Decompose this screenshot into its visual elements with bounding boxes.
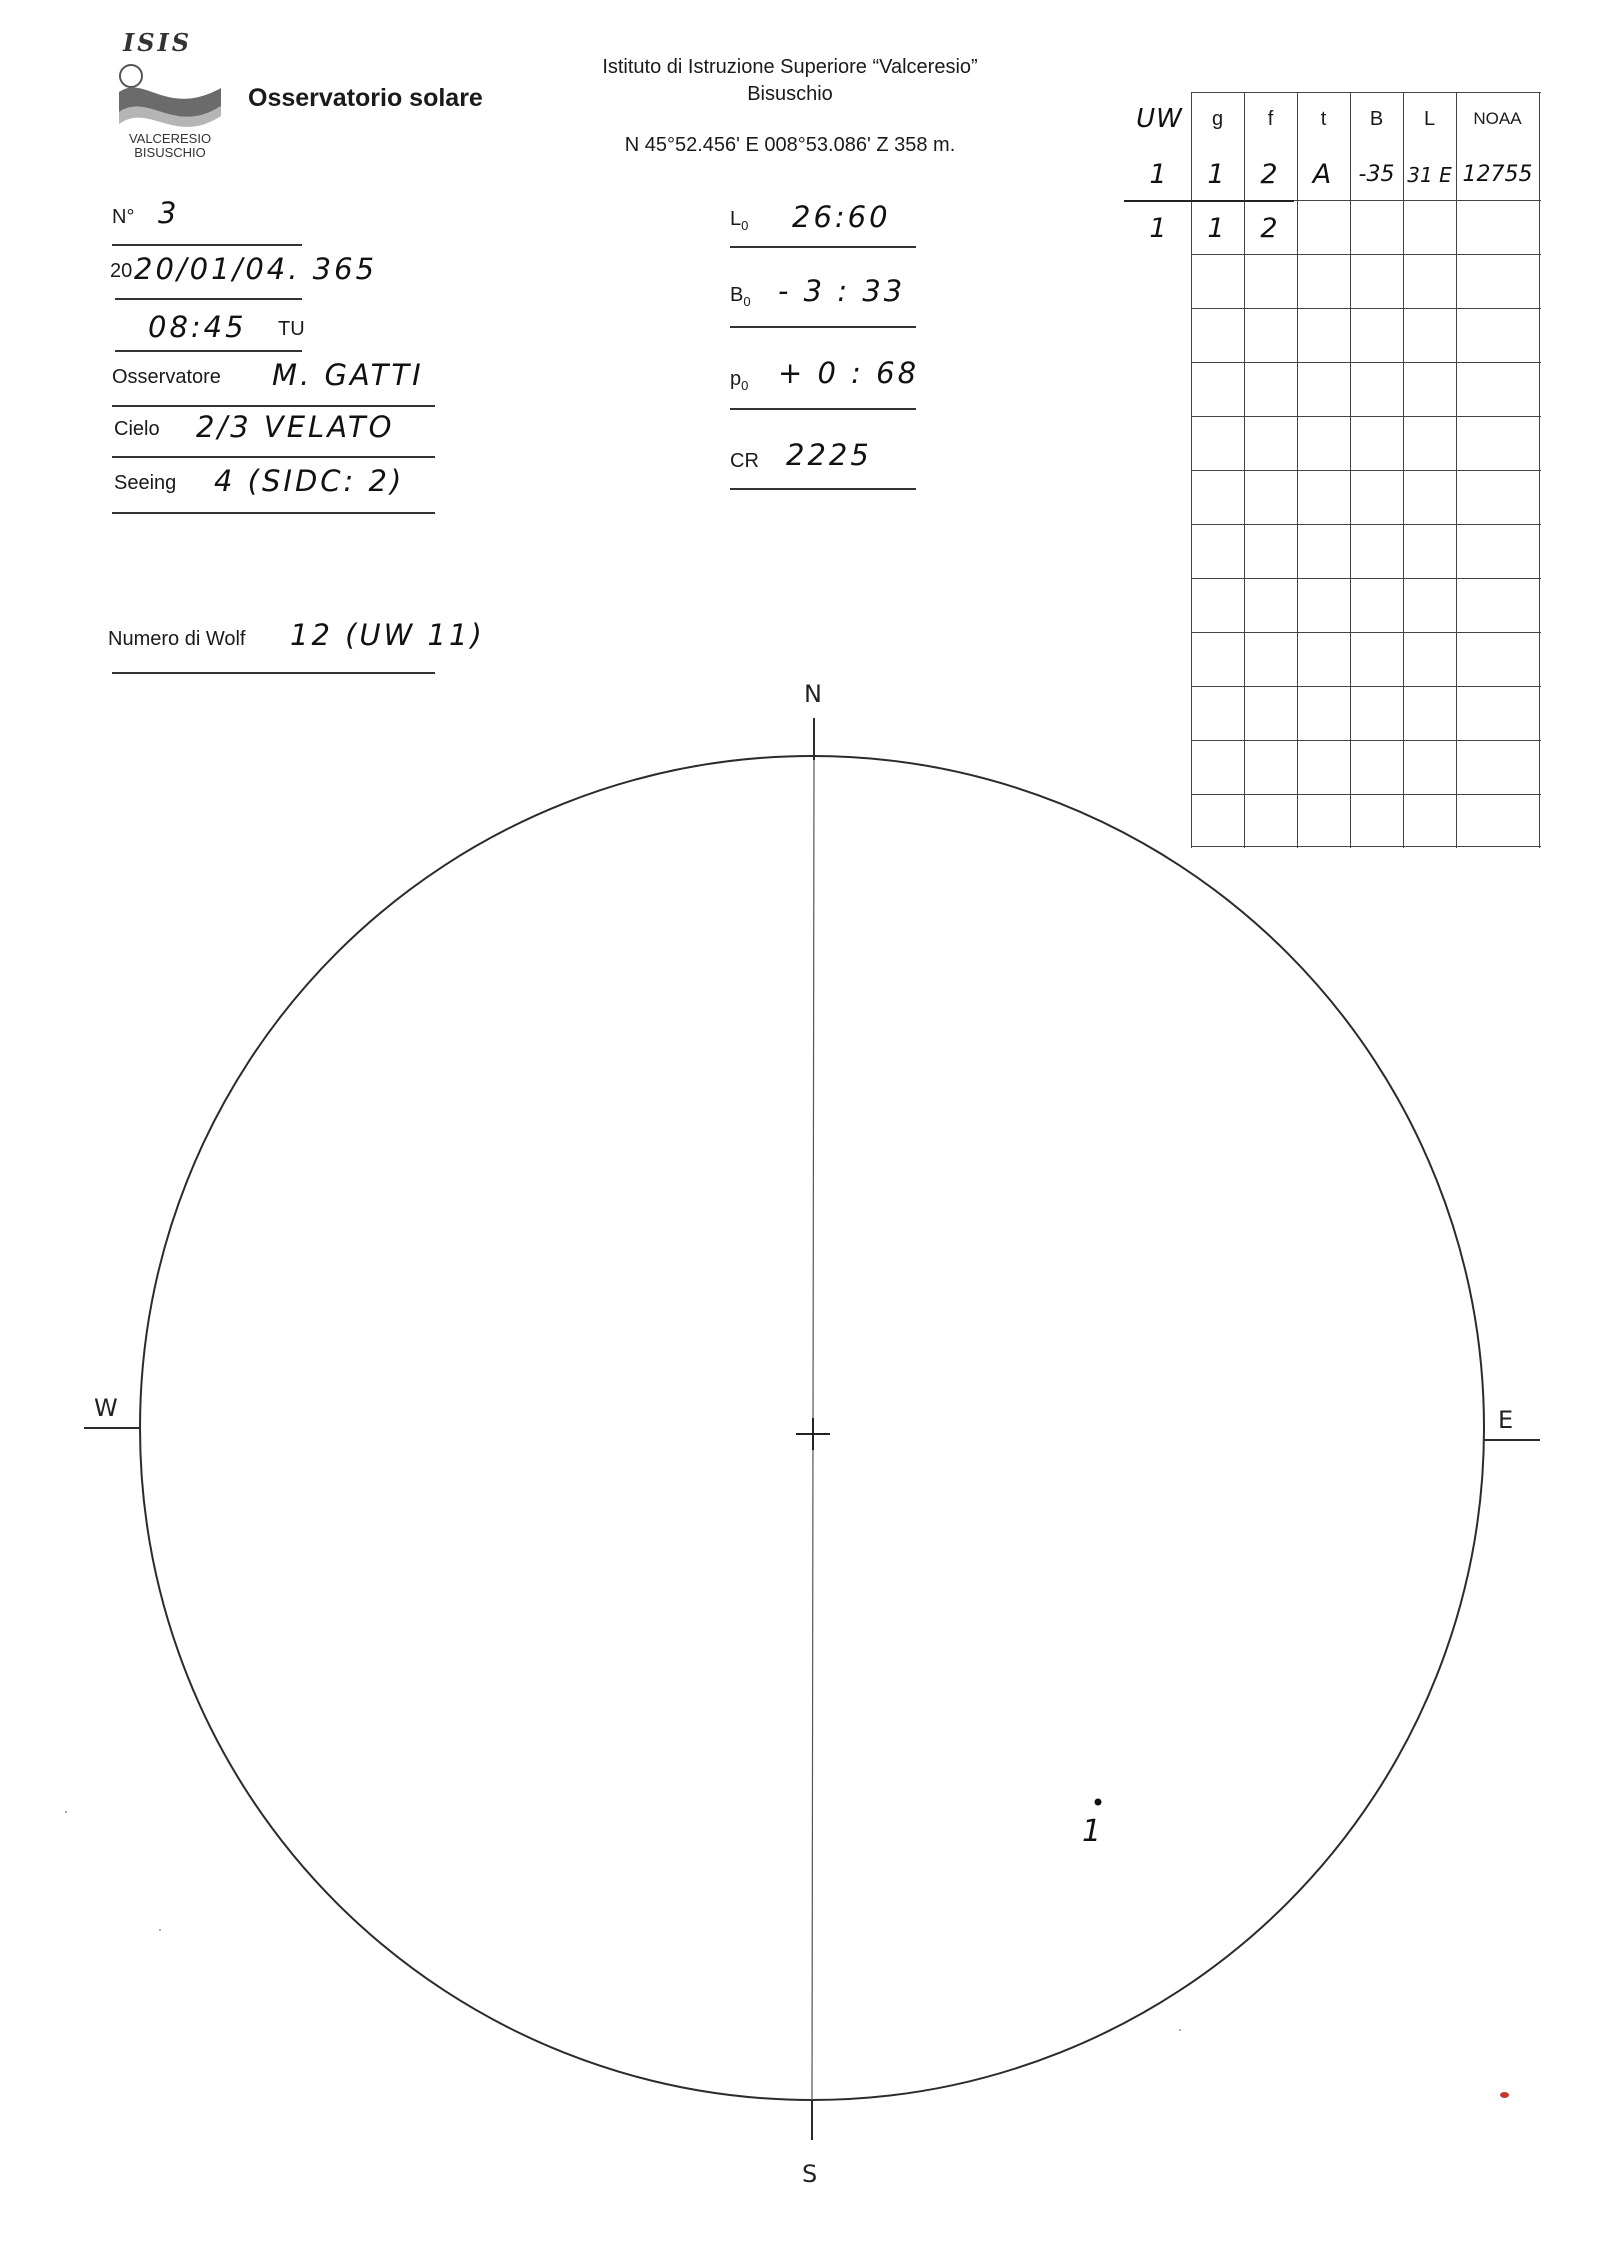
time-unit-label: TU [278,318,305,340]
observation-number-value: 3 [158,196,180,230]
table-cell: 1 [1207,159,1228,190]
observation-number-label: N° [112,206,135,228]
paper-speck [159,1929,161,1931]
table-header-cell: NOAA [1473,109,1522,128]
date-prefix: 20 [110,260,133,282]
table-cell: 31 E [1407,163,1452,187]
table-cell: A [1312,159,1335,190]
b0-subscript: 0 [743,294,751,309]
site-coordinates: N 45°52.456' E 008°53.086' Z 358 m. [624,134,956,156]
school-name-line: Istituto di Istruzione Superiore “Valceresio” [602,56,978,78]
observer-label: Osservatore [112,366,221,388]
table-header-cell: t [1320,108,1327,130]
table-header-cell: f [1267,108,1274,130]
paper-speck [1179,2029,1181,2031]
observatory-title: Osservatorio solare [248,84,483,112]
table-header-cell: UW [1136,104,1183,134]
south-label: S [802,2160,818,2188]
b0-letter: B [730,284,744,306]
table-cell: 1 [1149,159,1170,190]
table-header-cell: L [1423,108,1436,130]
stray-red-mark [1500,2092,1509,2098]
table-cell: 1 [1149,213,1170,244]
observation-time-value: 08:45 [148,310,247,344]
p0-value: + 0 : 68 [778,356,920,390]
paper-speck [65,1811,67,1813]
l0-letter: L [730,208,742,230]
table-cell: 1 [1207,213,1228,244]
seeing-value: 4 (SIDC: 2) [214,464,405,498]
north-label: N [804,680,822,708]
carrington-rotation-value: 2225 [786,438,872,472]
table-cell: 2 [1260,159,1281,190]
observation-date-value: 20/01/04. 365 [134,252,378,286]
wolf-number-value: 12 (UW 11) [290,618,485,652]
sky-label: Cielo [114,418,160,440]
wolf-number-label: Numero di Wolf [108,628,246,650]
logo-caption-top: VALCERESIO [128,131,212,146]
table-header-cell: B [1369,108,1384,130]
p0-subscript: 0 [741,378,749,393]
observer-value: M. GATTI [272,358,424,392]
b0-value: - 3 : 33 [778,274,906,308]
carrington-rotation-label: CR [730,450,759,472]
table-cell: 12755 [1462,162,1533,187]
seeing-label: Seeing [114,472,177,494]
table-cell: -35 [1358,162,1395,187]
sky-value: 2/3 VELATO [196,410,395,444]
east-label: E [1498,1406,1514,1434]
p0-letter: p [730,368,742,390]
school-town-line: Bisuschio [747,83,833,105]
l0-value: 26:60 [792,200,891,234]
l0-subscript: 0 [741,218,749,233]
logo-caption-bottom: BISUSCHIO [134,145,206,160]
logo-wordmark: ISIS [123,28,193,57]
sunspot-mark [1095,1799,1102,1806]
spot-group-number: 1 [1082,1814,1105,1849]
west-label: W [94,1394,118,1422]
table-cell: 2 [1260,213,1281,244]
table-header-cell: g [1211,108,1224,130]
